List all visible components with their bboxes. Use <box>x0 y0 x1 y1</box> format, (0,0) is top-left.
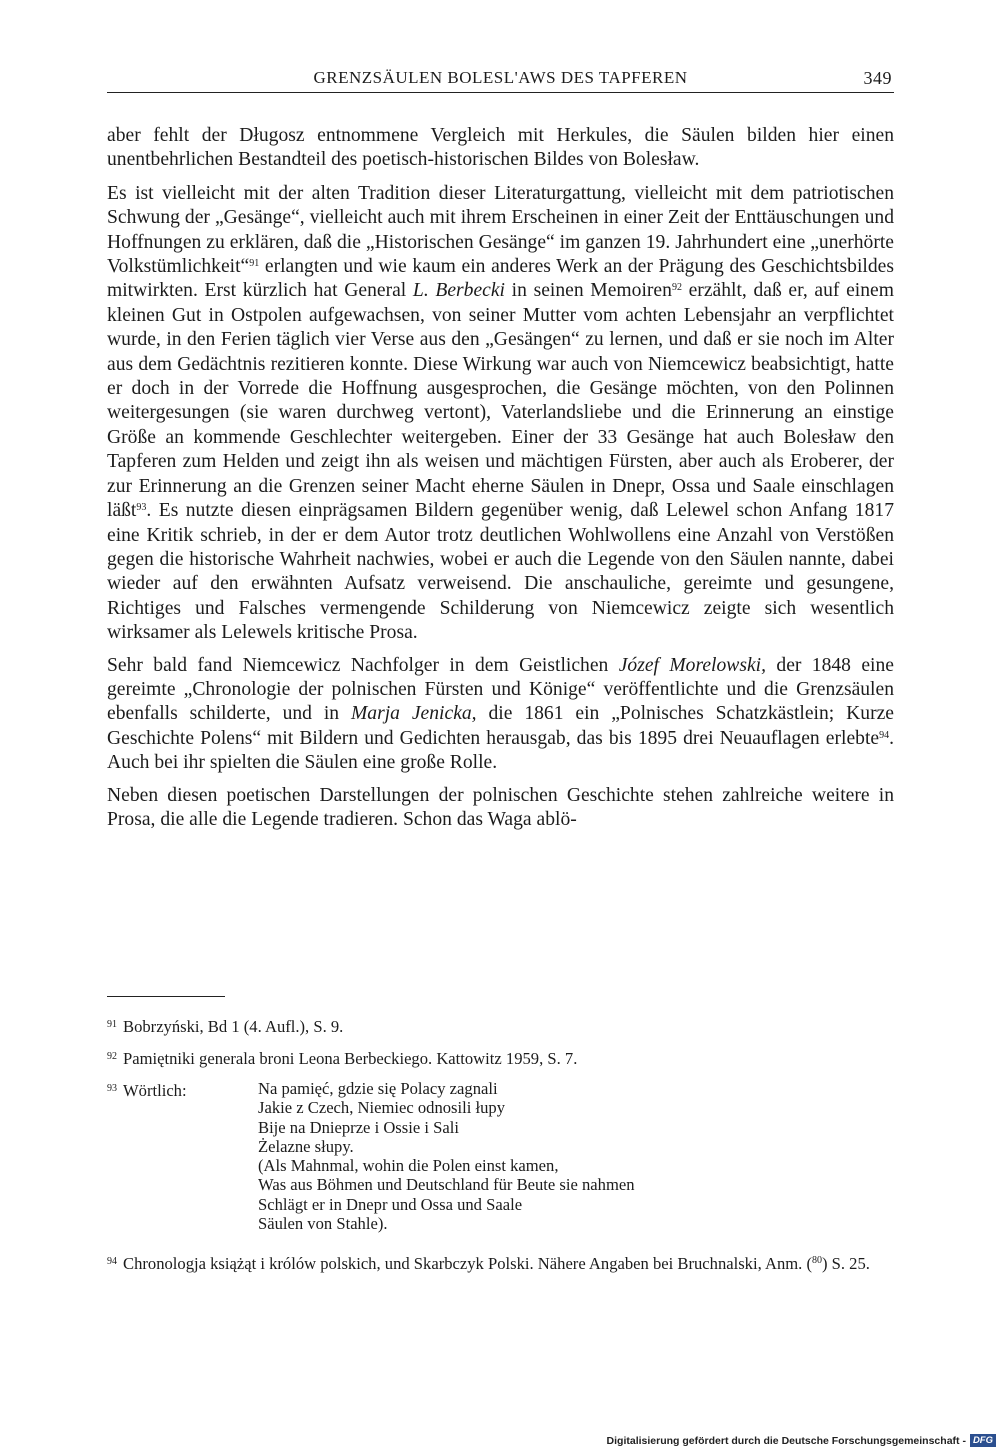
footnote-ref-93: 93 <box>136 502 147 514</box>
footnote-ref-92: 92 <box>671 282 682 294</box>
funding-notice <box>607 1434 996 1447</box>
poem-quote <box>258 1079 635 1233</box>
body-text <box>107 124 894 840</box>
footnote-94: $^{94}$ Chronologja książąt i królów polskich, und Skarbczyk Polski. Nähere Angaben bei Bruchnalski, Anm. ($^{80}$) S. 25. <box>107 1254 870 1273</box>
running-header <box>107 58 894 93</box>
paragraph-1: aber fehlt der Długosz entnommene Vergleich mit Herkules, die Säulen bilden hier einen unentbehrlichen Bestandteil des poetisch-historischen Bildes von Bolesław. <box>107 125 894 171</box>
dfg-logo-icon: DFG <box>970 1434 996 1447</box>
poem-line: Schlägt er in Dnepr und Ossa und Saale <box>258 1194 523 1214</box>
paragraph-2: Es ist vielleicht mit der alten Tradition dieser Literaturgattung, vielleicht mit dem patriotischen Schwung der „Gesänge“, vielleicht auch mit ihrem Erscheinen in einer Zeit der Enttäuschungen und Hoffnungen zu erklären, daß die „Historischen Gesänge“ im ganzen 19. Jahrhundert eine „unerhörte Volkstümlichkeit“$^{91}$ erlangten und wie kaum ein anderes Werk an der Prägung des Geschichtsbildes mitwirkten. Erst kürzlich hat General L. Berbecki in seinen Memoiren$^{92}$ erzählt, daß er, auf einem kleinen Gut in Ostpolen aufgewachsen, von seiner Mutter vom achten Lebensjahr an verpflichtet wurde, in den Ferien täglich vier Verse aus den „Gesängen“ zu lernen, und daß er sie noch im Alter aus dem Gedächtnis rezitieren konnte. Diese Wirkung war auch von Niemcewicz beabsichtigt, hatte er doch in der Vorrede die Hoffnung ausgesprochen, die Gesänge möchten, von den Polinnen weitergesungen (sie waren durchweg vertont), Vaterlandsliebe und die Erinnerung an einstige Größe an kommende Geschlechter weitergeben. Einer der 33 Gesänge hat auch Bolesław den Tapferen zum Helden und zeigt ihn als weisen und mächtigen Fürsten, aber auch als Eroberer, der zur Erinnerung an die Grenzen seiner Macht eherne Säulen in Dnepr, Ossa und Saale einschlagen läßt$^{93}$. Es nutzte diesen einprägsamen Bildern gegenüber wenig, daß Lelewel schon Anfang 1817 eine Kritik schrieb, in der er dem Autor trotz deutlichen Wohlwollens eine Anzahl von Verstößen gegen die historische Wahrheit nachwies, wobei er auch die Legende von den Säulen nannte, dabei wieder auf den erwähnten Aufsatz verweisend. Die anschauliche, gereimte und gesungene, Richtiges und Falsches vermengende Schilderung von Niemcewicz zeigte sich wesentlich wirksamer als Lelewels kritische Prosa. <box>107 182 894 644</box>
funding-text: Digitalisierung gefördert durch die Deutsche Forschungsgemeinschaft - <box>606 1434 966 1447</box>
footnote-92: $^{92}$ Pamiętniki generala broni Leona Berbeckiego. Kattowitz 1959, S. 7. <box>107 1049 578 1068</box>
running-title: GRENZSÄULEN BOLESL'AWS DES TAPFEREN <box>313 68 688 87</box>
italic-name-jenicka: Marja Jenicka, <box>350 703 477 725</box>
footnotes <box>107 1015 894 1284</box>
poem-line: Żelazne słupy. <box>258 1136 354 1156</box>
poem-line: Jakie z Czech, Niemiec odnosili łupy <box>258 1098 505 1118</box>
footnote-divider <box>107 996 225 997</box>
poem-line: Bije na Dnieprze i Ossie i Sali <box>258 1117 459 1137</box>
poem-line: Na pamięć, gdzie się Polacy zagnali <box>258 1079 498 1098</box>
footnote-ref-94: 94 <box>879 729 890 741</box>
page-number: 349 <box>863 68 892 88</box>
poem-line: Was aus Böhmen und Deutschland für Beute sie nahmen <box>258 1175 635 1195</box>
italic-name-berbecki: L. Berbecki <box>412 280 506 302</box>
paragraph-3: Sehr bald fand Niemcewicz Nachfolger in dem Geistlichen Józef Morelowski, der 1848 eine gereimte „Chronologie der polnischen Fürsten und Könige“ veröffentlichte und die Grenzsäulen ebenfalls schilderte, und in Marja Jenicka, die 1861 ein „Polnisches Schatzkästlein; Kurze Geschichte Polens“ mit Bildern und Gedichten herausgab, das bis 1895 drei Neuauflagen erlebte$^{94}$. Auch bei ihr spielten die Säulen eine große Rolle. <box>107 654 894 774</box>
footnote-ref-91: 91 <box>249 258 260 270</box>
italic-name-morelowski: Józef Morelowski, <box>618 654 767 676</box>
footnote-93: $^{93}$ Wörtlich: Na pamięć, gdzie się Polacy zagnali Jakie z Czech, Niemiec odnosili łupy Bije na Dnieprze i Ossie i Sali Żelazne słupy. (Als Mahnmal, wohin die Polen einst kamen, Was aus Böhmen und Deutschland für Beute sie nahmen Schlägt er in Dnepr und Ossa und Saale Säulen von Stahle). <box>107 1079 635 1234</box>
paragraph-4: Neben diesen poetischen Darstellungen der polnischen Geschichte stehen zahlreiche weitere in Prosa, die alle die Legende tradieren. Schon das Waga ablö- <box>107 784 894 830</box>
footnote-91: $^{91}$ Bobrzyński, Bd 1 (4. Aufl.), S. 9. <box>107 1017 344 1036</box>
poem-line: Säulen von Stahle). <box>258 1214 388 1234</box>
poem-line: (Als Mahnmal, wohin die Polen einst kamen, <box>258 1156 559 1176</box>
